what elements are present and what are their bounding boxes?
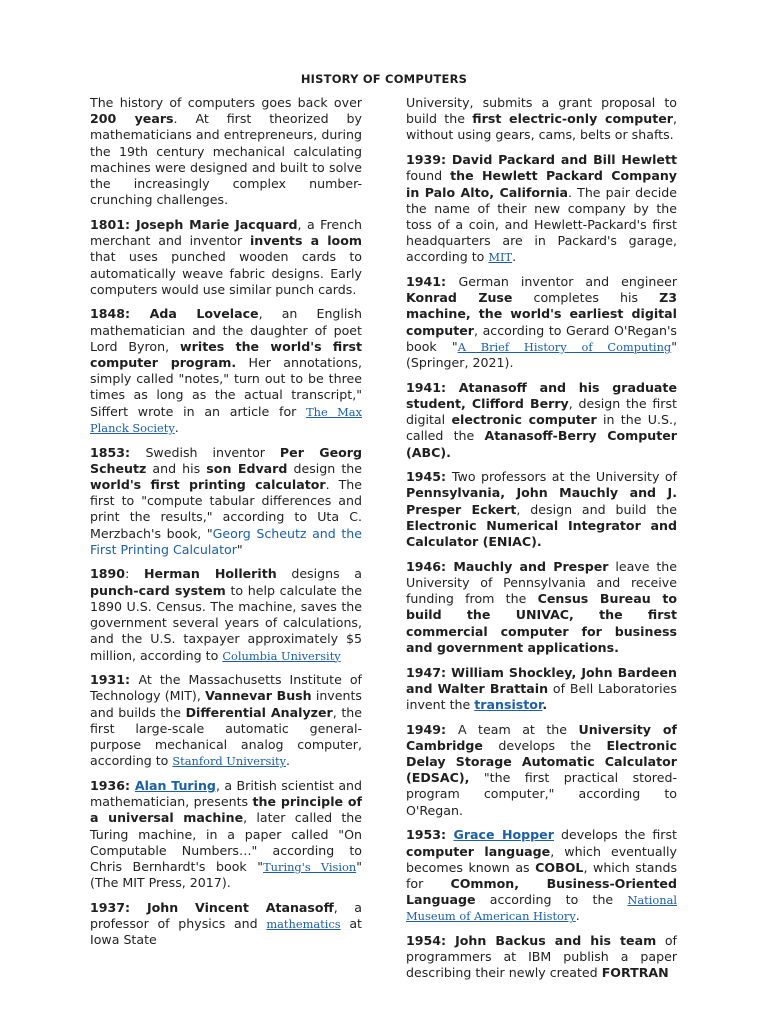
- bold-text: 1949:: [406, 721, 458, 737]
- text: .: [512, 249, 517, 265]
- bold-text: COmmon, Business-Oriented Language: [406, 875, 677, 908]
- entry-1936: [90, 778, 362, 891]
- alan-turing-link[interactable]: Alan Turing: [134, 777, 216, 793]
- text: , design and build the: [516, 501, 678, 517]
- bold-text: William Shockley, John Bardeen and Walter Brattain: [406, 664, 677, 696]
- text: . The pair decide the name of their new company by the toss of a coin, and Hewlett-Packard's first headquarters are in Packard's garage, according to: [406, 184, 678, 265]
- right-column: [406, 95, 677, 990]
- bold-text: John Vincent Atanasoff: [146, 899, 334, 915]
- text: University, submits a grant proposal to build the: [406, 95, 677, 127]
- bold-text: computer language: [406, 843, 551, 859]
- bold-text: Ada Lovelace: [149, 306, 259, 322]
- bold-text: 1937:: [90, 899, 147, 915]
- text: , an English mathematician and the daughter of poet Lord Byron,: [90, 306, 362, 354]
- text: The history of computers goes back over: [90, 95, 362, 110]
- entry-1890: [90, 566, 362, 663]
- page-title: HISTORY OF COMPUTERS: [300, 72, 468, 86]
- text: of programmers at IBM publish a paper describing their newly created: [406, 933, 677, 981]
- text: Her annotations, simply called "notes," turn out to be three times as long as the actual transcript," Siffert wrote in an article for: [90, 355, 362, 419]
- entry-1945: [406, 469, 677, 550]
- bold-text: Herman Hollerith: [143, 566, 277, 582]
- entry-1801: [90, 217, 362, 298]
- text: , which eventually becomes known as: [406, 843, 678, 875]
- bold-text: 1947:: [406, 664, 452, 680]
- bold-text: Atanasoff-Berry Computer (ABC).: [406, 428, 677, 460]
- text: in the U.S., called the: [406, 412, 677, 444]
- text: , without using gears, cams, belts or shafts.: [406, 111, 677, 143]
- bold-text: 1941:: [406, 379, 459, 395]
- text: . At first theorized by mathematicians and entrepreneurs, during the 19th century mechanical calculating machines were designed and built to solve the increasingly complex number-crunching challenges.: [90, 111, 362, 208]
- entry-1953: [406, 827, 677, 924]
- text: , design the first digital: [406, 395, 677, 428]
- max-planck-society-link[interactable]: The Max Planck Society: [90, 404, 362, 435]
- text: ": [236, 541, 243, 557]
- text: , later called the Turing machine, in a paper called "On Computable Numbers…" according to Chris Bernhardt's book ": [90, 810, 362, 874]
- bold-text: Per Georg Scheutz: [90, 444, 362, 476]
- left-column: [90, 95, 362, 957]
- transistor-link[interactable]: transistor: [474, 696, 543, 712]
- national-museum-link[interactable]: National Museum of American History: [406, 893, 677, 924]
- text: , the first large-scale automatic general-purpose mechanical analog computer, according to: [90, 704, 362, 769]
- bold-text: FORTRAN: [601, 965, 669, 981]
- text: .: [174, 419, 179, 435]
- entry-1931: [90, 672, 362, 769]
- entry-1941b: [406, 380, 677, 461]
- entry-1937-cont: [406, 95, 677, 144]
- text: found: [406, 168, 451, 184]
- text: and his: [146, 460, 207, 476]
- text: of Bell Laboratories invent the: [406, 680, 677, 712]
- bold-text: Mauchly and Presper: [453, 558, 609, 574]
- text: completes his: [512, 290, 660, 306]
- entry-1954: [406, 933, 677, 982]
- entry-1848: [90, 306, 362, 436]
- bold-text: Pennsylvania, John Mauchly and J. Presper Eckert: [406, 485, 677, 517]
- bold-text: 1801:: [90, 216, 136, 232]
- bold-text: Vannevar Bush: [205, 688, 312, 704]
- entry-1941a: [406, 274, 677, 371]
- text: :: [125, 566, 144, 582]
- bold-text: writes the world's first computer program.: [90, 338, 362, 371]
- text: designs a: [276, 566, 362, 582]
- bold-text: Electronic Delay Storage Automatic Calculator (EDSAC),: [406, 737, 677, 786]
- bold-text: .: [542, 696, 548, 712]
- bold-text: John Backus and his team: [455, 933, 657, 949]
- bold-text: punch-card system: [90, 582, 226, 598]
- entry-1949: [406, 722, 677, 819]
- bold-text: 1939:: [406, 152, 452, 168]
- bold-text: son Edvard: [206, 460, 288, 476]
- columbia-university-link[interactable]: Columbia University: [222, 648, 341, 663]
- text: "the first practical stored-program computer," according to O'Regan.: [406, 770, 677, 818]
- text: At the Massachusetts Institute of Technology (MIT),: [90, 672, 362, 704]
- bold-text: Atanasoff and his graduate student, Clifford Berry: [406, 379, 677, 411]
- text: , a French merchant and inventor: [90, 216, 362, 249]
- text: . The first to "compute tabular differences and print the results," according to Uta C. Merzbach's book, ": [90, 476, 362, 541]
- text: that uses punched wooden cards to automatically weave fabric designs. Early computers would use similar punch cards.: [90, 249, 362, 297]
- grace-hopper-link[interactable]: Grace Hopper: [453, 827, 554, 843]
- entry-1937: [90, 900, 362, 949]
- bold-text: first electric-only computer: [472, 111, 673, 127]
- text: " (Springer, 2021).: [406, 338, 677, 371]
- bold-text: world's first printing calculator: [90, 476, 326, 492]
- entry-1853: [90, 445, 362, 558]
- bold-text: Konrad Zuse: [406, 290, 513, 306]
- text: " (The MIT Press, 2017).: [90, 858, 362, 891]
- entry-1939: [406, 152, 677, 265]
- bold-text: 1890: [90, 566, 126, 582]
- text: at Iowa State: [90, 916, 362, 948]
- bold-text: 1931:: [90, 672, 139, 688]
- bold-text: 1953:: [406, 827, 454, 843]
- bold-text: Z3 machine, the world's earliest digital computer: [406, 290, 677, 338]
- bold-text: University of Cambridge: [406, 721, 677, 753]
- text: .: [286, 753, 291, 769]
- bold-text: 1946:: [406, 558, 454, 574]
- text: , a British scientist and mathematician, presents: [90, 777, 363, 810]
- entry-1946: [406, 559, 677, 656]
- bold-text: invents a loom: [249, 233, 362, 249]
- bold-text: 1954:: [406, 933, 456, 949]
- bold-text: electronic computer: [451, 412, 597, 428]
- georg-scheutz-book-link[interactable]: Georg Scheutz and the First Printing Calculator: [90, 525, 362, 557]
- text: , a professor of physics and: [90, 899, 362, 932]
- bold-text: the principle of a universal machine: [90, 794, 363, 826]
- bold-text: David Packard and Bill Hewlett: [451, 152, 677, 168]
- bold-text: 1936:: [90, 777, 135, 793]
- bold-text: 1945:: [406, 469, 452, 485]
- bold-text: Differential Analyzer: [185, 704, 333, 720]
- bold-text: Joseph Marie Jacquard: [135, 216, 298, 232]
- text: to help calculate the 1890 U.S. Census. The machine, saves the government several years of calculations, and the U.S. taxpayer approximately $5 million, according to: [90, 582, 362, 663]
- text: according to the: [475, 892, 628, 908]
- entry-1947: [406, 665, 677, 714]
- mathematics-link[interactable]: mathematics: [266, 917, 341, 932]
- text: , which stands for: [406, 859, 678, 891]
- text: Swedish inventor: [145, 444, 280, 460]
- bold-text: 1941:: [406, 274, 459, 290]
- entry-intro: [90, 95, 362, 208]
- text: Two professors at the University of: [451, 469, 677, 485]
- bold-text: COBOL: [535, 859, 584, 875]
- bold-text: 1853:: [90, 444, 146, 460]
- text: invents and builds the: [90, 688, 362, 720]
- mit-link[interactable]: MIT: [488, 250, 513, 265]
- text: .: [575, 908, 580, 924]
- text: German inventor and engineer: [458, 274, 677, 290]
- brief-history-computing-link[interactable]: A Brief History of Computing: [457, 339, 672, 354]
- bold-text: the Hewlett Packard Company in Palo Alto, California: [406, 168, 677, 200]
- bold-text: 1848:: [90, 306, 150, 322]
- text: design the: [287, 460, 362, 476]
- bold-text: 200 years: [90, 111, 174, 127]
- text: develops the first: [553, 827, 677, 843]
- bold-text: Census Bureau to build the UNIVAC, the first commercial computer for business and government applications.: [406, 591, 677, 655]
- text: A team at the: [457, 721, 579, 737]
- text: develops the: [482, 737, 607, 753]
- turings-vision-link[interactable]: Turing's Vision: [263, 859, 357, 874]
- stanford-university-link[interactable]: Stanford University: [172, 754, 286, 769]
- text: , according to Gerard O'Regan's book ": [406, 322, 677, 354]
- bold-text: Electronic Numerical Integrator and Calculator (ENIAC).: [406, 517, 677, 550]
- text: leave the University of Pennsylvania and receive funding from the: [406, 558, 677, 607]
